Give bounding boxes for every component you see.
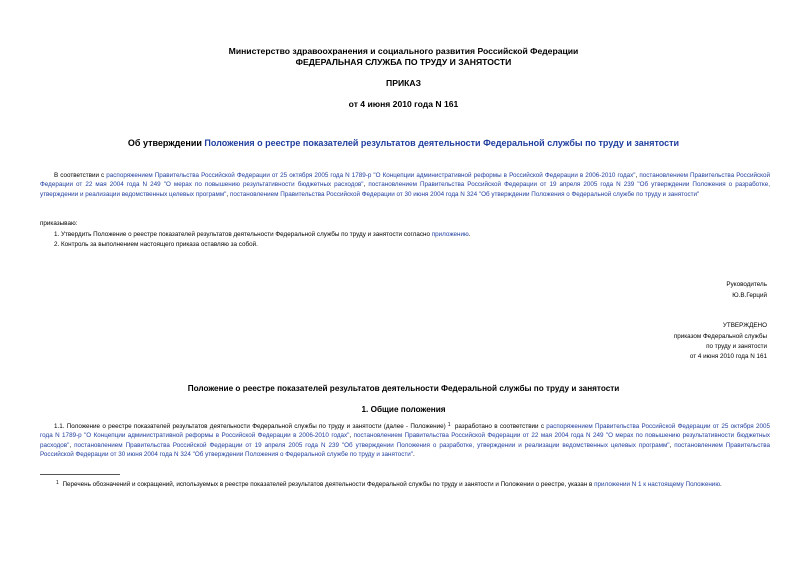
- preamble-link-1789[interactable]: распоряжением Правительства Российской Федерации от 25 октября 2005 года N 1789-р "О Концепции административной реформы в Российской Федерации в 2006-2010 годах": [106, 172, 636, 179]
- footnote-end: .: [720, 481, 722, 488]
- signature-position: Руководитель: [726, 281, 767, 288]
- p1-sep-2: ,: [69, 441, 75, 449]
- preamble-link-249[interactable]: постановлением Правительства Российской Федерации от 22 мая 2004 года N 249 "О мерах по повышению результативности бюджетных расходов": [40, 172, 771, 189]
- section-title: 1. Общие положения: [361, 405, 446, 414]
- approval-stamp: УТВЕРЖДЕНО: [722, 322, 767, 329]
- ministry-name: Министерство здравоохранения и социального развития Российской Федерации: [228, 46, 579, 56]
- doc-type: ПРИКАЗ: [386, 78, 421, 88]
- p1-sep-3: ,: [669, 441, 675, 449]
- appendix-link[interactable]: приложению: [431, 231, 469, 238]
- preamble-link-239[interactable]: постановлением Правительства Российской Федерации от 19 апреля 2005 года N 239 "Об утверждении Положения о разработке, утверждении и реализации ведомственных целевых программ": [40, 181, 770, 198]
- p1-link-324[interactable]: постановлением Правительства Российской Федерации от 30 июня 2004 года N 324 "Об утверждении Положения о Федеральной службе по труду и занятости": [40, 441, 771, 459]
- p1-sep-1: ,: [349, 432, 354, 440]
- service-name: ФЕДЕРАЛЬНАЯ СЛУЖБА ПО ТРУДУ И ЗАНЯТОСТИ: [295, 57, 512, 67]
- regulation-link[interactable]: Положения о реестре показателей результатов деятельности Федеральной службы по труду и занятости: [204, 138, 680, 148]
- p1-link-249[interactable]: постановлением Правительства Российской Федерации от 22 мая 2004 года N 249 "О мерах по повышению результативности бюджетных расходов": [40, 432, 771, 449]
- preamble-sep-3: ,: [226, 190, 230, 198]
- approval-line-1: приказом Федеральной службы: [673, 333, 767, 340]
- approval-line-3: от 4 июня 2010 года N 161: [689, 353, 767, 360]
- order-item-2: 2. Контроль за выполнением настоящего приказа оставляю за собой.: [54, 241, 258, 248]
- order-item-1-text: 1. Утвердить Положение о реестре показателей результатов деятельности Федеральной службы по труду и занятости согласно: [54, 231, 432, 238]
- regulation-title: Положение о реестре показателей результатов деятельности Федеральной службы по труду и занятости: [187, 384, 620, 393]
- order-title: [40, 137, 767, 149]
- footnote-text: Перечень обозначений и сокращений, используемых в реестре показателей результатов деятельности Федеральной службы по труду и занятости и Положении о реестре, указан в: [60, 481, 595, 488]
- signature-name: Ю.В.Герций: [732, 292, 767, 299]
- regulation-paragraph-1-1: [40, 421, 770, 460]
- preamble-sep-1: ,: [635, 172, 640, 179]
- preamble-paragraph: [40, 171, 770, 199]
- doc-date: от 4 июня 2010 года N 161: [348, 99, 459, 109]
- preamble-text-1: В соответствии с: [54, 172, 107, 179]
- order-title-prefix: Об утверждении: [127, 138, 205, 148]
- order-item-1-end: .: [468, 231, 471, 238]
- order-item-1: [54, 230, 471, 239]
- footnote-appendix-link[interactable]: приложении N 1 к настоящему Положению: [594, 481, 721, 488]
- p1-end: .: [413, 451, 415, 459]
- footnote-divider: [40, 474, 120, 475]
- preamble-sep-2: ,: [363, 181, 369, 189]
- footnote-mark: 1: [56, 480, 59, 486]
- preamble-link-324[interactable]: постановлением Правительства Российской Федерации от 30 июня 2004 года N 324 "Об утверждении Положения о Федеральной службе по труду и занятости": [229, 190, 700, 198]
- p1-text-b: разработано в соответствии с: [452, 423, 547, 430]
- footnote: [40, 478, 770, 490]
- p1-link-239[interactable]: постановлением Правительства Российской Федерации от 19 апреля 2005 года N 239 "Об утверждении Положения о разработке, утверждении и реализации ведомственных целевых программ": [74, 441, 670, 449]
- order-word: приказываю:: [40, 220, 78, 227]
- p1-link-1789[interactable]: распоряжением Правительства Российской Федерации от 25 октября 2005 года N 1789-р "О Концепции административной реформы в Российской Федерации в 2006-2010 годах": [40, 423, 770, 440]
- p1-text-a: 1.1. Положение о реестре показателей результатов деятельности Федеральной службы по труду и занятости (далее - Положение): [54, 423, 446, 430]
- footnote-ref[interactable]: 1: [447, 422, 451, 428]
- approval-line-2: по труду и занятости: [706, 343, 767, 350]
